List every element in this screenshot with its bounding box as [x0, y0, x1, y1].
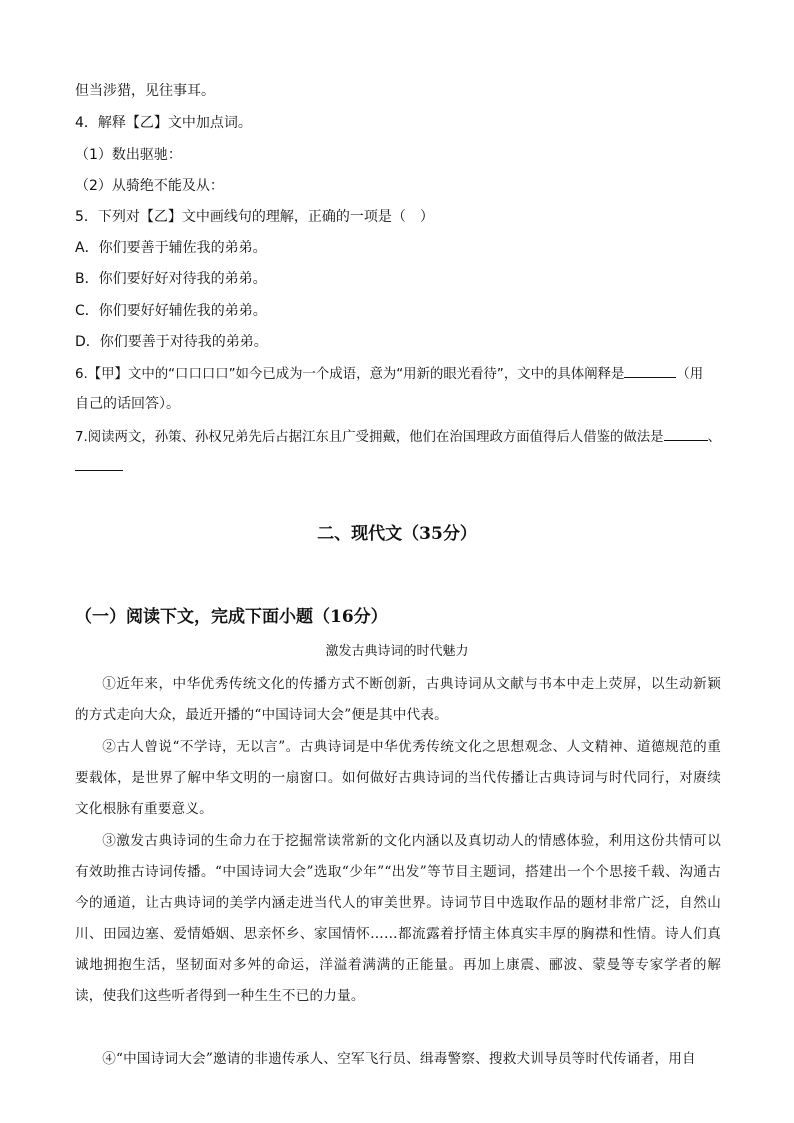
- answer-blank: [664, 426, 708, 441]
- question-6-text: 6.【甲】文中的“口口口口”如今已成为一个成语，意为“用新的眼光看待”，文中的具体阐释是: [75, 367, 625, 382]
- subsection-title: （一）阅读下文，完成下面小题（16分）: [75, 607, 388, 627]
- option-d: D．你们要善于对待我的弟弟。: [75, 334, 268, 350]
- question-6-continued: 自己的话回答）。: [75, 396, 180, 412]
- question-4-item-1: （1）数出驱驰：: [75, 147, 182, 163]
- question-6: [75, 363, 703, 385]
- answer-blank: [75, 456, 123, 471]
- question-6-suffix: （用: [676, 367, 704, 382]
- paragraph-3: ③激发古典诗词的生命力在于挖掘常读常新的文化内涵以及真切动人的情感体验，利用这份共情可以有效助推古诗词传播。“中国诗词大会”选取“少年”“出发”等节目主题词，搭建出一个个思接千载、沟通古今的通道，让古典诗词的美学内涵走进当代人的审美世界。诗词节目中选取作品的题材非常广泛，自然山川、田园边塞、爱情婚姻、思亲怀乡、家国情怀……都流露着抒情主体真实丰厚的胸襟和性情。诗人们真诚地拥抱生活，坚韧面对多舛的命运，洋溢着满满的正能量。再加上康震、郦波、蒙曼等专家学者的解读，使我们这些听者得到一种生生不已的力量。: [75, 833, 721, 1004]
- paragraph-4: ④“中国诗词大会”邀请的非遗传承人、空军飞行员、缉毒警察、搜救犬训导员等时代传诵者，用自: [102, 1051, 696, 1067]
- question-7-continued: [75, 456, 123, 477]
- question-4-item-2: （2）从骑绝不能及从：: [75, 178, 224, 194]
- question-4: 4．解释【乙】文中加点词。: [75, 115, 252, 131]
- option-b: B．你们要好好对待我的弟弟。: [75, 271, 267, 287]
- question-7: [75, 426, 721, 448]
- question-7-separator: 、: [707, 430, 721, 445]
- answer-blank: [624, 363, 676, 378]
- option-c: C．你们要好好辅佐我的弟弟。: [75, 303, 267, 319]
- text-line: 但当涉猎，见往事耳。: [75, 83, 215, 99]
- paragraph-2: ②古人曾说“不学诗，无以言”。古典诗词是中华优秀传统文化之思想观念、人文精神、道德规范的重要载体，是世界了解中华文明的一扇窗口。如何做好古典诗词的当代传播让古典诗词与时代同行，对赓续文化根脉有重要意义。: [75, 739, 721, 817]
- article-title: 激发古典诗词的时代魅力: [325, 644, 469, 659]
- paragraph-1: ①近年来，中华优秀传统文化的传播方式不断创新，古典诗词从文献与书本中走上荧屏，以生动新颖的方式走向大众，最近开播的“中国诗词大会”便是其中代表。: [75, 676, 721, 723]
- question-5: 5．下列对【乙】文中画线句的理解，正确的一项是（ ）: [75, 209, 434, 225]
- option-a: A．你们要善于辅佐我的弟弟。: [75, 240, 267, 256]
- question-7-text: 7.阅读两文，孙策、孙权兄弟先后占据江东且广受拥戴，他们在治国理政方面值得后人借鉴的做法是: [75, 430, 664, 445]
- section-title: 二、现代文（35分）: [317, 524, 477, 544]
